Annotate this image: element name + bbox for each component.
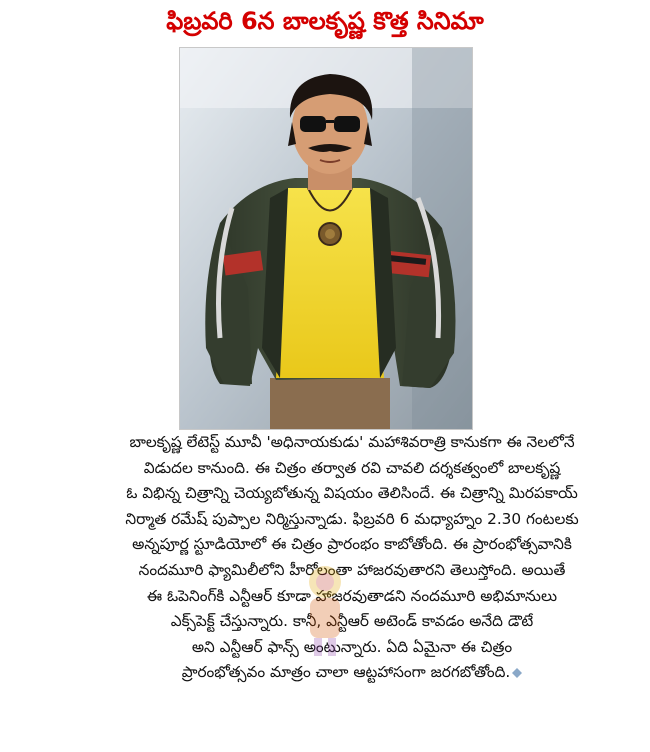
article-line-last: [76, 660, 628, 686]
article-line: అన్నపూర్ణ స్టూడియోలో ఈ చిత్రం ప్రారంభం కాబోతోంది. ఈ ప్రారంభోత్సవానికి: [132, 535, 572, 554]
article-line: నందమూరి ఫ్యామిలీలోని హీరోలంతా హాజరవుతారని తెలుస్తోంది. అయితే: [138, 560, 566, 579]
actor-photo: [179, 47, 473, 430]
article-line: విడుదల కానుంది. ఈ చిత్రం తర్వాత రవి చావలి దర్శకత్వంలో బాలకృష్ణ: [143, 458, 561, 477]
article-headline: ఫిబ్రవరి 6న బాలకృష్ణ కొత్త సినిమా: [166, 7, 484, 35]
article-line-text: ప్రారంభోత్సవం మాత్రం చాలా ఆట్టహాసంగా జరగబోతోంది.: [181, 663, 511, 682]
article-line: అని ఎన్టీఆర్ ఫాన్స్ అంటున్నారు. ఏది ఏమైనా ఈ చిత్రం: [191, 637, 513, 656]
article-body: [76, 430, 628, 686]
actor-photo-illustration: [180, 48, 472, 429]
article-line: నిర్మాత రమేష్ పుప్పాల నిర్మిస్తున్నాడు. ఫిబ్రవరి 6 మధ్యాహ్నం 2.30 గంటలకు: [125, 509, 579, 528]
article-line: ఈ ఓపెనింగ్‌కి ఎన్టీఆర్ కూడా హాజరవుతాడని నందమూరి అభిమానులు: [146, 586, 558, 605]
article-line: బాలకృష్ణ లేటెస్ట్ మూవీ 'అధినాయకుడు' మహాశివరాత్రి కానుకగా ఈ నెలలోనే: [129, 433, 575, 451]
article-line: ఓ విభిన్న చిత్రాన్ని చెయ్యబోతున్న విషయం తెలిసిందే. ఈ చిత్రాన్ని మిరపకాయ్: [126, 484, 578, 503]
article-line: ఎక్స్‌పెక్ట్ చేస్తున్నారు. కానీ, ఎన్టీఆర్ అటెండ్ కావడం అనేది డౌటే: [170, 612, 534, 631]
diamond-icon: [512, 668, 522, 678]
